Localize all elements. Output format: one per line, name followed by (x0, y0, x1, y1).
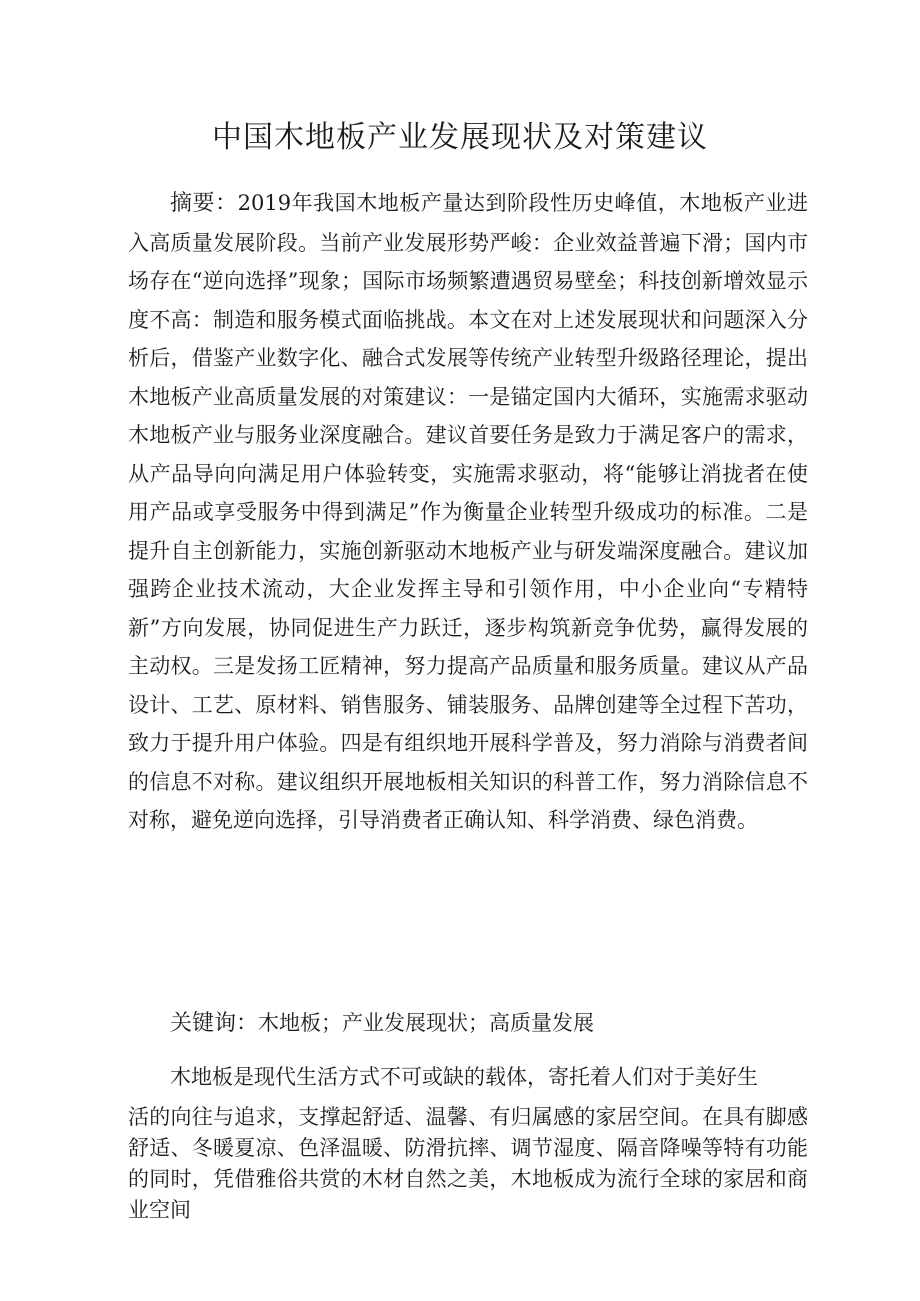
keywords-line (170, 1005, 594, 1042)
keywords-label: 关键询： (170, 1011, 259, 1036)
intro-paragraph: 活的向往与追求，支撑起舒适、温馨、有归属感的家居空间。在具有脚感舒适、冬暖夏凉、色泽温暖、防滑抗摔、调节湿度、隔音降噪等特有功能的同时，凭借雅俗共赏的木材自然之美，木地板成为流行全球的家居和商业空间 (128, 1105, 808, 1222)
abstract-text: 2019年我国木地板产量达到阶段性历史峰值，木地板产业进入高质量发展阶段。当前产业发展形势严峻：企业效益普遍下滑；国内市场存在“逆向选择”现象；国际市场频繁遭遇贸易壁垒；科技创新增效显示度不高：制造和服务模式面临挑战。本文在对上述发展现状和问题深入分析后，借鉴产业数字化、融合式发展等传统产业转型升级路径理论，提出木地板产业高质量发展的对策建议：一是锚定国内大循环，实施需求驱动木地板产业与服务业深度融合。建议首要任务是致力于满足客户的需求，从产品导向向满足用户体验转变，实施需求驱动，将“能够让消拢者在使用产品或享受服务中得到满足”作为衡量企业转型升级成功的标准。二是提升自主创新能力，实施创新驱动木地板产业与研发端深度融合。建议加强跨企业技术流动，大企业发挥主导和引领作用，中小企业向“专精特新”方向发展，协同促进生产力跃迁，逐步构筑新竞争优势，赢得发展的主动权。三是发扬工匠精神，努力提高产品质量和服务质量。建议从产品设计、工艺、原材料、销售服务、铺装服务、品牌创建等全过程下苦功，致力于提升用户体验。四是有组织地开展科学普及，努力消除与消费者间的信息不对称。建议组织开展地板相关知识的科普工作，努力消除信息不对称，避免逆向选择，引导消费者正确认知、科学消费、绿色消费。 (128, 191, 808, 832)
abstract-paragraph (128, 184, 808, 840)
document-title: 中国木地板产业发展现状及对策建议 (212, 120, 708, 155)
intro-first-line: 木地板是现代生活方式不可或缺的载体，寄托着人们对于美好生 (170, 1065, 758, 1089)
abstract-label: 摘要： (170, 191, 238, 216)
keywords-text: 木地板；产业发展现状；高质量发展 (258, 1011, 595, 1035)
